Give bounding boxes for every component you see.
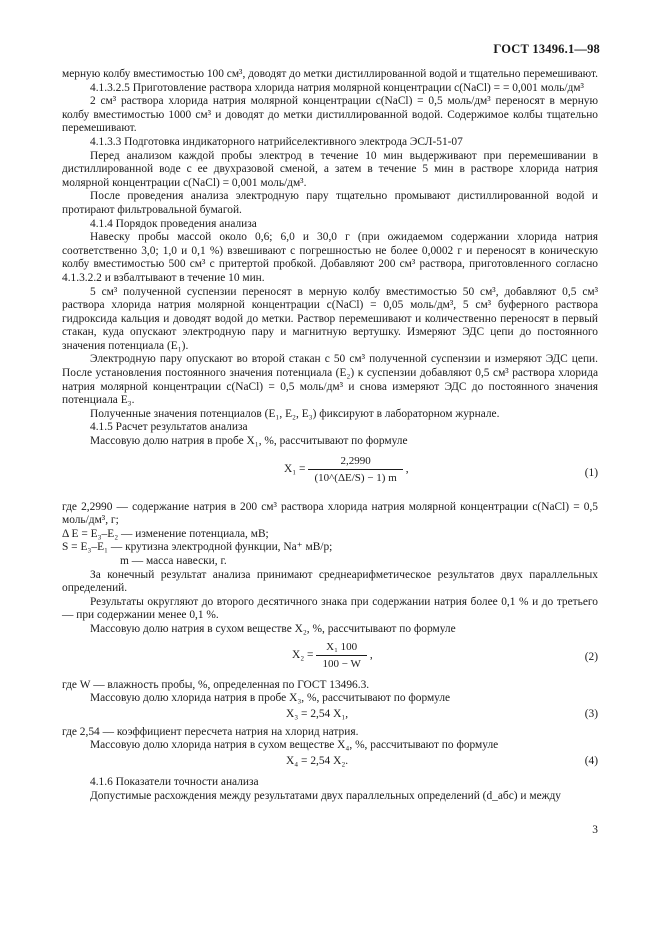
paragraph: Массовую долю натрия в сухом веществе X₂, %, рассчитывают по формуле	[90, 622, 456, 635]
paragraph: Электродную пару опускают во второй стакан с 50 см³ полученной суспензии и измеряют ЭДС цепи. После установления постоянного значения потенциала (E₂) к суспензии добавляют 0,5 см³ раствора хлорида натрия молярной концентрации c(NaCl) = 0,5 моль/дм³ и снова измеряют ЭДС до постоянного значения потенциала E₃.	[62, 353, 598, 407]
section-heading: 4.1.3.2.5 Приготовление раствора хлорида натрия молярной концентрации c(NaCl) = = 0,001 моль/дм³	[90, 81, 584, 94]
formula-2-number: (2)	[584, 650, 598, 663]
formula-2-denominator: 100 − W	[316, 655, 366, 672]
document-body	[62, 68, 598, 803]
paragraph: Массовую долю натрия в пробе X₁, %, рассчитывают по формуле	[90, 435, 408, 448]
paragraph: Полученные значения потенциалов (E₁, E₂, E₃) фиксируют в лабораторном журнале.	[90, 407, 500, 420]
section-heading: 4.1.4 Порядок проведения анализа	[90, 217, 257, 230]
paragraph: мерную колбу вместимостью 100 см³, доводят до метки дистиллированной водой и тщательно перемешивают.	[62, 68, 598, 80]
paragraph: Навеску пробы массой около 0,6; 6,0 и 30,0 г (при ожидаемом содержании хлорида натрия соответственно 3,0; 1,0 и 0,1 %) взвешивают с погрешностью не более 0,0002 г и переносят в коническую колбу вместимостью 500 см³ с притертой пробкой. Добавляют 200 см³ раствора, приготовленного согласно 4.1.3.2.2 и взбалтывают в течение 10 мин.	[62, 231, 598, 284]
formula-2-left: X₂ =	[292, 649, 314, 662]
formula-2	[62, 641, 598, 675]
paragraph: Допустимые расхождения между результатами двух параллельных определений (d_абс) и между	[90, 789, 561, 802]
definitions-1	[62, 501, 598, 569]
formula-3	[62, 708, 598, 724]
formula-3-number: (3)	[584, 707, 598, 720]
section-heading: 4.1.6 Показатели точности анализа	[90, 775, 259, 788]
formula-4-number: (4)	[584, 754, 598, 767]
section-heading: 4.1.5 Расчет результатов анализа	[90, 421, 248, 434]
definition: m — масса навески, г.	[120, 555, 227, 567]
document-header: ГОСТ 13496.1—98	[493, 42, 600, 56]
definition: где 2,2990 — содержание натрия в 200 см³ раствора хлорида натрия молярной концентрации c(NaCl) = 0,5 моль/дм³, г;	[62, 500, 598, 527]
formula-1	[62, 453, 598, 497]
definition: где W — влажность пробы, %, определенная по ГОСТ 13496.3.	[62, 678, 370, 691]
definition: S = E₃–E₁ — крутизна электродной функции, Na⁺ мВ/р;	[62, 541, 333, 554]
formula-1-left: X₁ =	[284, 463, 306, 476]
paragraph: Перед анализом каждой пробы электрод в течение 10 мин выдерживают при перемешивании в дистиллированной воде с ее двухразовой сменой, а затем в течение 5 мин в растворе хлорида натрия молярной концентрации c(NaCl) = 0,001 моль/дм³.	[62, 149, 598, 189]
paragraph: 5 см³ полученной суспензии переносят в мерную колбу вместимостью 50 см³, добавляют 0,5 см³ раствора хлорида натрия молярной концентрации c(NaCl) = 0,05 моль/дм³, 5 см³ буферного раствора гидроксида кальция и доводят водой до метки. Раствор перемешивают и количественно переносят в первый стакан, куда опускают электродную пару и магнитную вертушку. Измеряют ЭДС цепи до постоянного значения потенциала (E₁).	[62, 285, 598, 352]
paragraph: Массовую долю хлорида натрия в пробе X₃, %, рассчитывают по формуле	[90, 692, 451, 705]
definition: где 2,54 — коэффициент пересчета натрия на хлорид натрия.	[62, 725, 359, 738]
paragraph: 2 см³ раствора хлорида натрия молярной концентрации c(NaCl) = 0,5 моль/дм³ переносят в мерную колбу вместимостью 1000 см³ и доводят до метки дистиллированной водой. Содержимое колбы тщательно перемешивают.	[62, 95, 598, 135]
formula-2-tail: ,	[369, 649, 373, 662]
paragraph: За конечный результат анализа принимают среднеарифметическое результатов двух параллельных определений.	[62, 568, 598, 595]
formula-4-expression: X₄ = 2,54 X₂.	[286, 754, 349, 767]
paragraph: После проведения анализа электродную пару тщательно промывают дистиллированной водой и протирают фильтровальной бумагой.	[62, 190, 598, 216]
formula-4	[62, 755, 598, 771]
formula-1-tail: ,	[405, 463, 409, 476]
section-heading: 4.1.3.3 Подготовка индикаторного натрийселективного электрода ЭСЛ-51-07	[90, 135, 463, 148]
formula-1-number: (1)	[584, 466, 598, 479]
page-number: 3	[592, 824, 598, 836]
formula-2-numerator: X₁ 100	[326, 640, 358, 653]
paragraph: Массовую долю хлорида натрия в сухом веществе X₄, %, рассчитывают по формуле	[90, 739, 499, 752]
definition: Δ E = E₃–E₂ — изменение потенциала, мВ;	[62, 527, 269, 540]
formula-1-denominator: (10^(ΔE/S) − 1) m	[308, 469, 402, 486]
paragraph: Результаты округляют до второго десятичного знака при содержании натрия более 0,1 % и до третьего — при содержании менее 0,1 %.	[62, 595, 598, 622]
formula-3-expression: X₃ = 2,54 X₁,	[286, 707, 349, 720]
formula-1-numerator: 2,2990	[340, 454, 371, 467]
